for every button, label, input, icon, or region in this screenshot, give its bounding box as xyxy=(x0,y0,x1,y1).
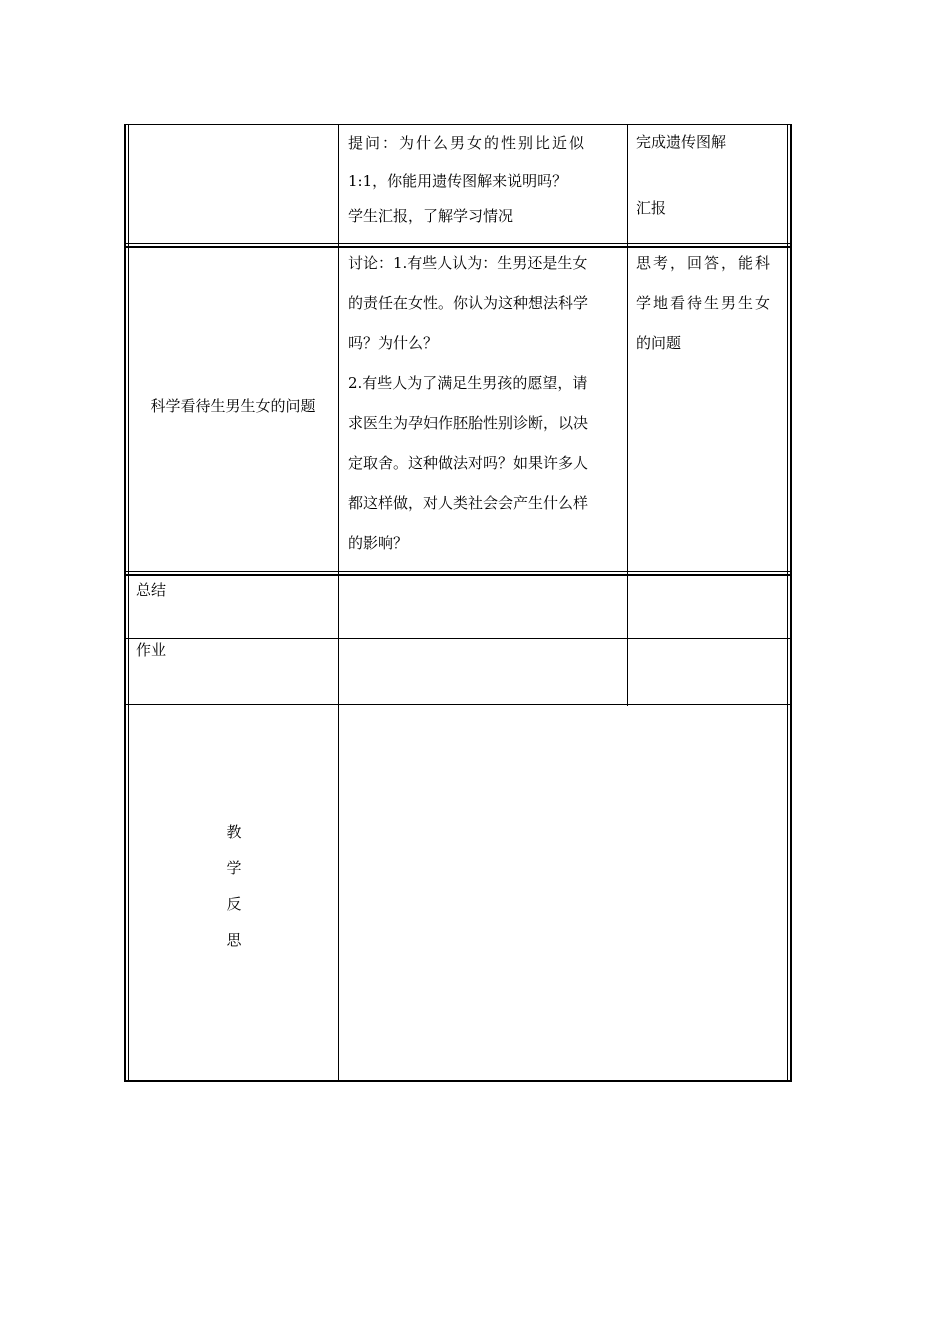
row1-student-line-2: 汇报 xyxy=(636,199,667,217)
row1-activity-cell xyxy=(348,124,620,232)
row2-student-line-3: 的问题 xyxy=(636,334,682,352)
row1-activity-line-1: 提问：为什么男女的性别比近似 xyxy=(348,134,587,152)
reflection-content-cell xyxy=(340,706,786,1078)
row2-label: 科学看待生男生女的问题 xyxy=(150,397,316,415)
homework-label: 作业 xyxy=(136,641,167,659)
row2-activity-line-6: 定取舍。这种做法对吗？如果许多人 xyxy=(348,454,589,472)
row2-activity-line-4: 2.有些人为了满足生男孩的愿望，请 xyxy=(348,374,588,392)
row1-activity-line-3: 学生汇报，了解学习情况 xyxy=(348,207,514,225)
row1-activity-line-2: 1:1，你能用遗传图解来说明吗？ xyxy=(348,172,568,190)
row2-student-line-1: 思考，回答，能科 xyxy=(636,254,773,272)
row2-activity-line-5: 求医生为孕妇作胚胎性别诊断，以决 xyxy=(348,414,589,432)
row2-student-line-2: 学地看待生男生女 xyxy=(636,294,773,312)
homework-label-cell xyxy=(136,630,336,670)
reflection-char-4: 思 xyxy=(226,931,242,949)
row2-activity-line-8: 的影响？ xyxy=(348,534,409,552)
reflection-char-1: 教 xyxy=(226,823,242,841)
row2-activity-line-3: 吗？为什么？ xyxy=(348,334,439,352)
row2-label-cell xyxy=(130,386,336,426)
row2-activity-cell xyxy=(348,243,620,563)
reflection-char-2: 学 xyxy=(226,859,242,877)
row2-student-cell xyxy=(636,243,786,363)
reflection-char-3: 反 xyxy=(226,895,242,913)
row2-activity-line-1: 讨论：1.有些人认为：生男还是生女 xyxy=(348,254,588,272)
row1-student-line-1: 完成遗传图解 xyxy=(636,133,727,151)
row2-activity-line-2: 的责任在女性。你认为这种想法科学 xyxy=(348,294,589,312)
lesson-plan-table xyxy=(124,124,792,1082)
row1-student-cell xyxy=(636,124,786,226)
reflection-label-cell xyxy=(214,814,254,958)
row2-activity-line-7: 都这样做，对人类社会会产生什么样 xyxy=(348,494,589,512)
summary-label: 总结 xyxy=(136,581,167,599)
summary-label-cell xyxy=(136,570,336,610)
